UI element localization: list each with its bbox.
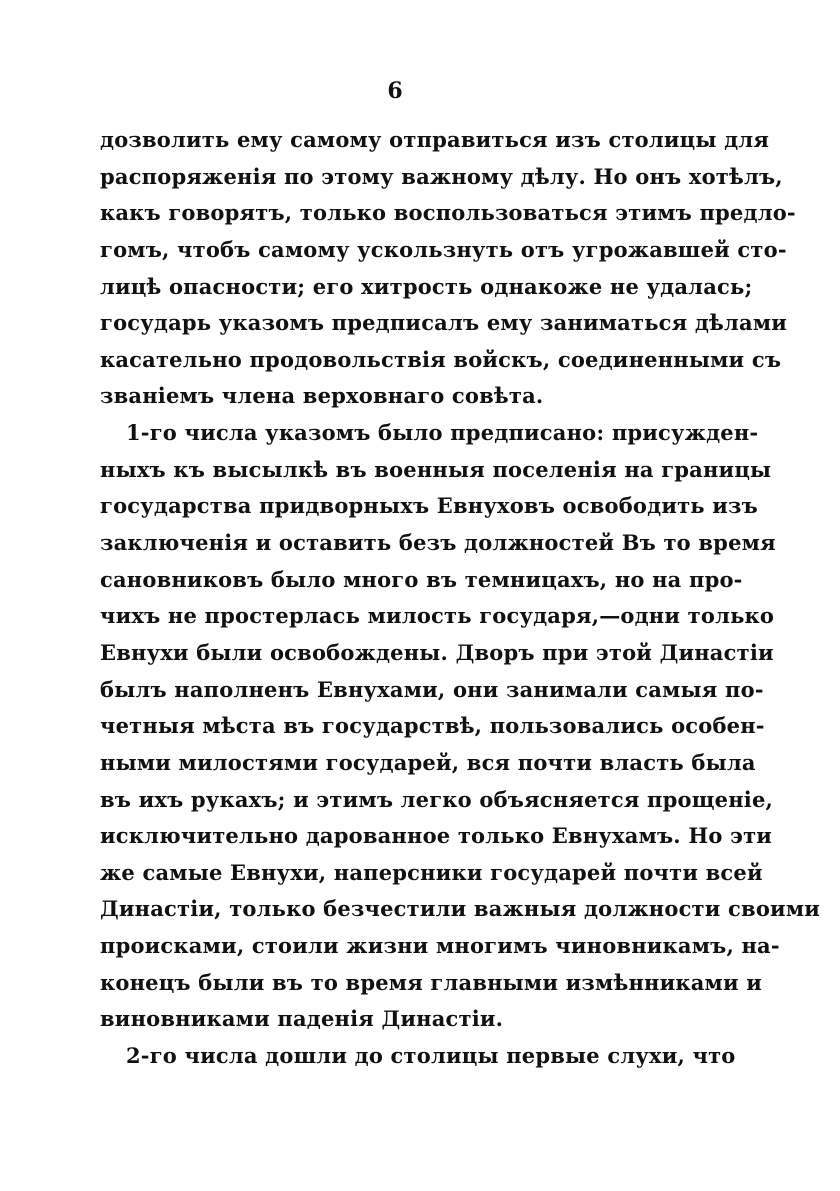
page-number: 6 (387, 78, 403, 104)
text-line: чихъ не простерлась милость государя,—одни только (100, 603, 775, 629)
text-line: 1-го числа указомъ было предписано: присужден- (126, 420, 759, 446)
text-line: исключительно дарованное только Евнухамъ. Но эти (100, 823, 773, 849)
text-line: сановниковъ было много въ темницахъ, но на про- (100, 566, 743, 592)
text-line: званіемъ члена верховнаго совѣта. (100, 383, 544, 409)
text-line: распоряженія по этому важному дѣлу. Но онъ хотѣлъ, (100, 163, 783, 189)
text-line: конецъ были въ то время главными измѣнниками и (100, 969, 763, 995)
text-line: ными милостями государей, вся почти власть была (100, 749, 756, 775)
text-line: гомъ, чтобъ самому ускользнуть отъ угрожавшей сто- (100, 236, 787, 262)
body-text (100, 122, 821, 1075)
text-line: лицѣ опасности; его хитрость однакоже не удалась; (100, 273, 753, 299)
text-line: государь указомъ предписалъ ему заниматься дѣлами (100, 310, 788, 336)
text-line: 2-го числа дошли до столицы первые слухи, что (126, 1043, 736, 1069)
text-line: Династіи, только безчестили важныя должности своими (100, 896, 821, 922)
text-line: ныхъ къ высылкѣ въ военныя поселенія на границы (100, 456, 772, 482)
text-line: государства придворныхъ Евнуховъ освободить изъ (100, 493, 758, 519)
text-line: четныя мѣста въ государствѣ, пользовались особен- (100, 713, 765, 739)
text-line: же самые Евнухи, наперсники государей почти всей (100, 859, 763, 885)
text-line: происками, стоили жизни многимъ чиновникамъ, на- (100, 933, 780, 959)
text-line: виновниками паденія Династіи. (100, 1006, 504, 1032)
text-line: дозволить ему самому отправиться изъ столицы для (100, 127, 770, 152)
text-line: заключенія и оставить безъ должностей Въ то время (100, 530, 776, 556)
text-line: какъ говорятъ, только воспользоваться этимъ предло- (100, 200, 796, 226)
text-line: касательно продовольствія войскъ, соединенными съ (100, 346, 782, 372)
text-line: въ ихъ рукахъ; и этимъ легко объясняется прощеніе, (100, 786, 774, 812)
text-line: Евнухи были освобождены. Дворъ при этой Династіи (100, 639, 774, 665)
text-line: былъ наполненъ Евнухами, они занимали самыя по- (100, 676, 764, 702)
